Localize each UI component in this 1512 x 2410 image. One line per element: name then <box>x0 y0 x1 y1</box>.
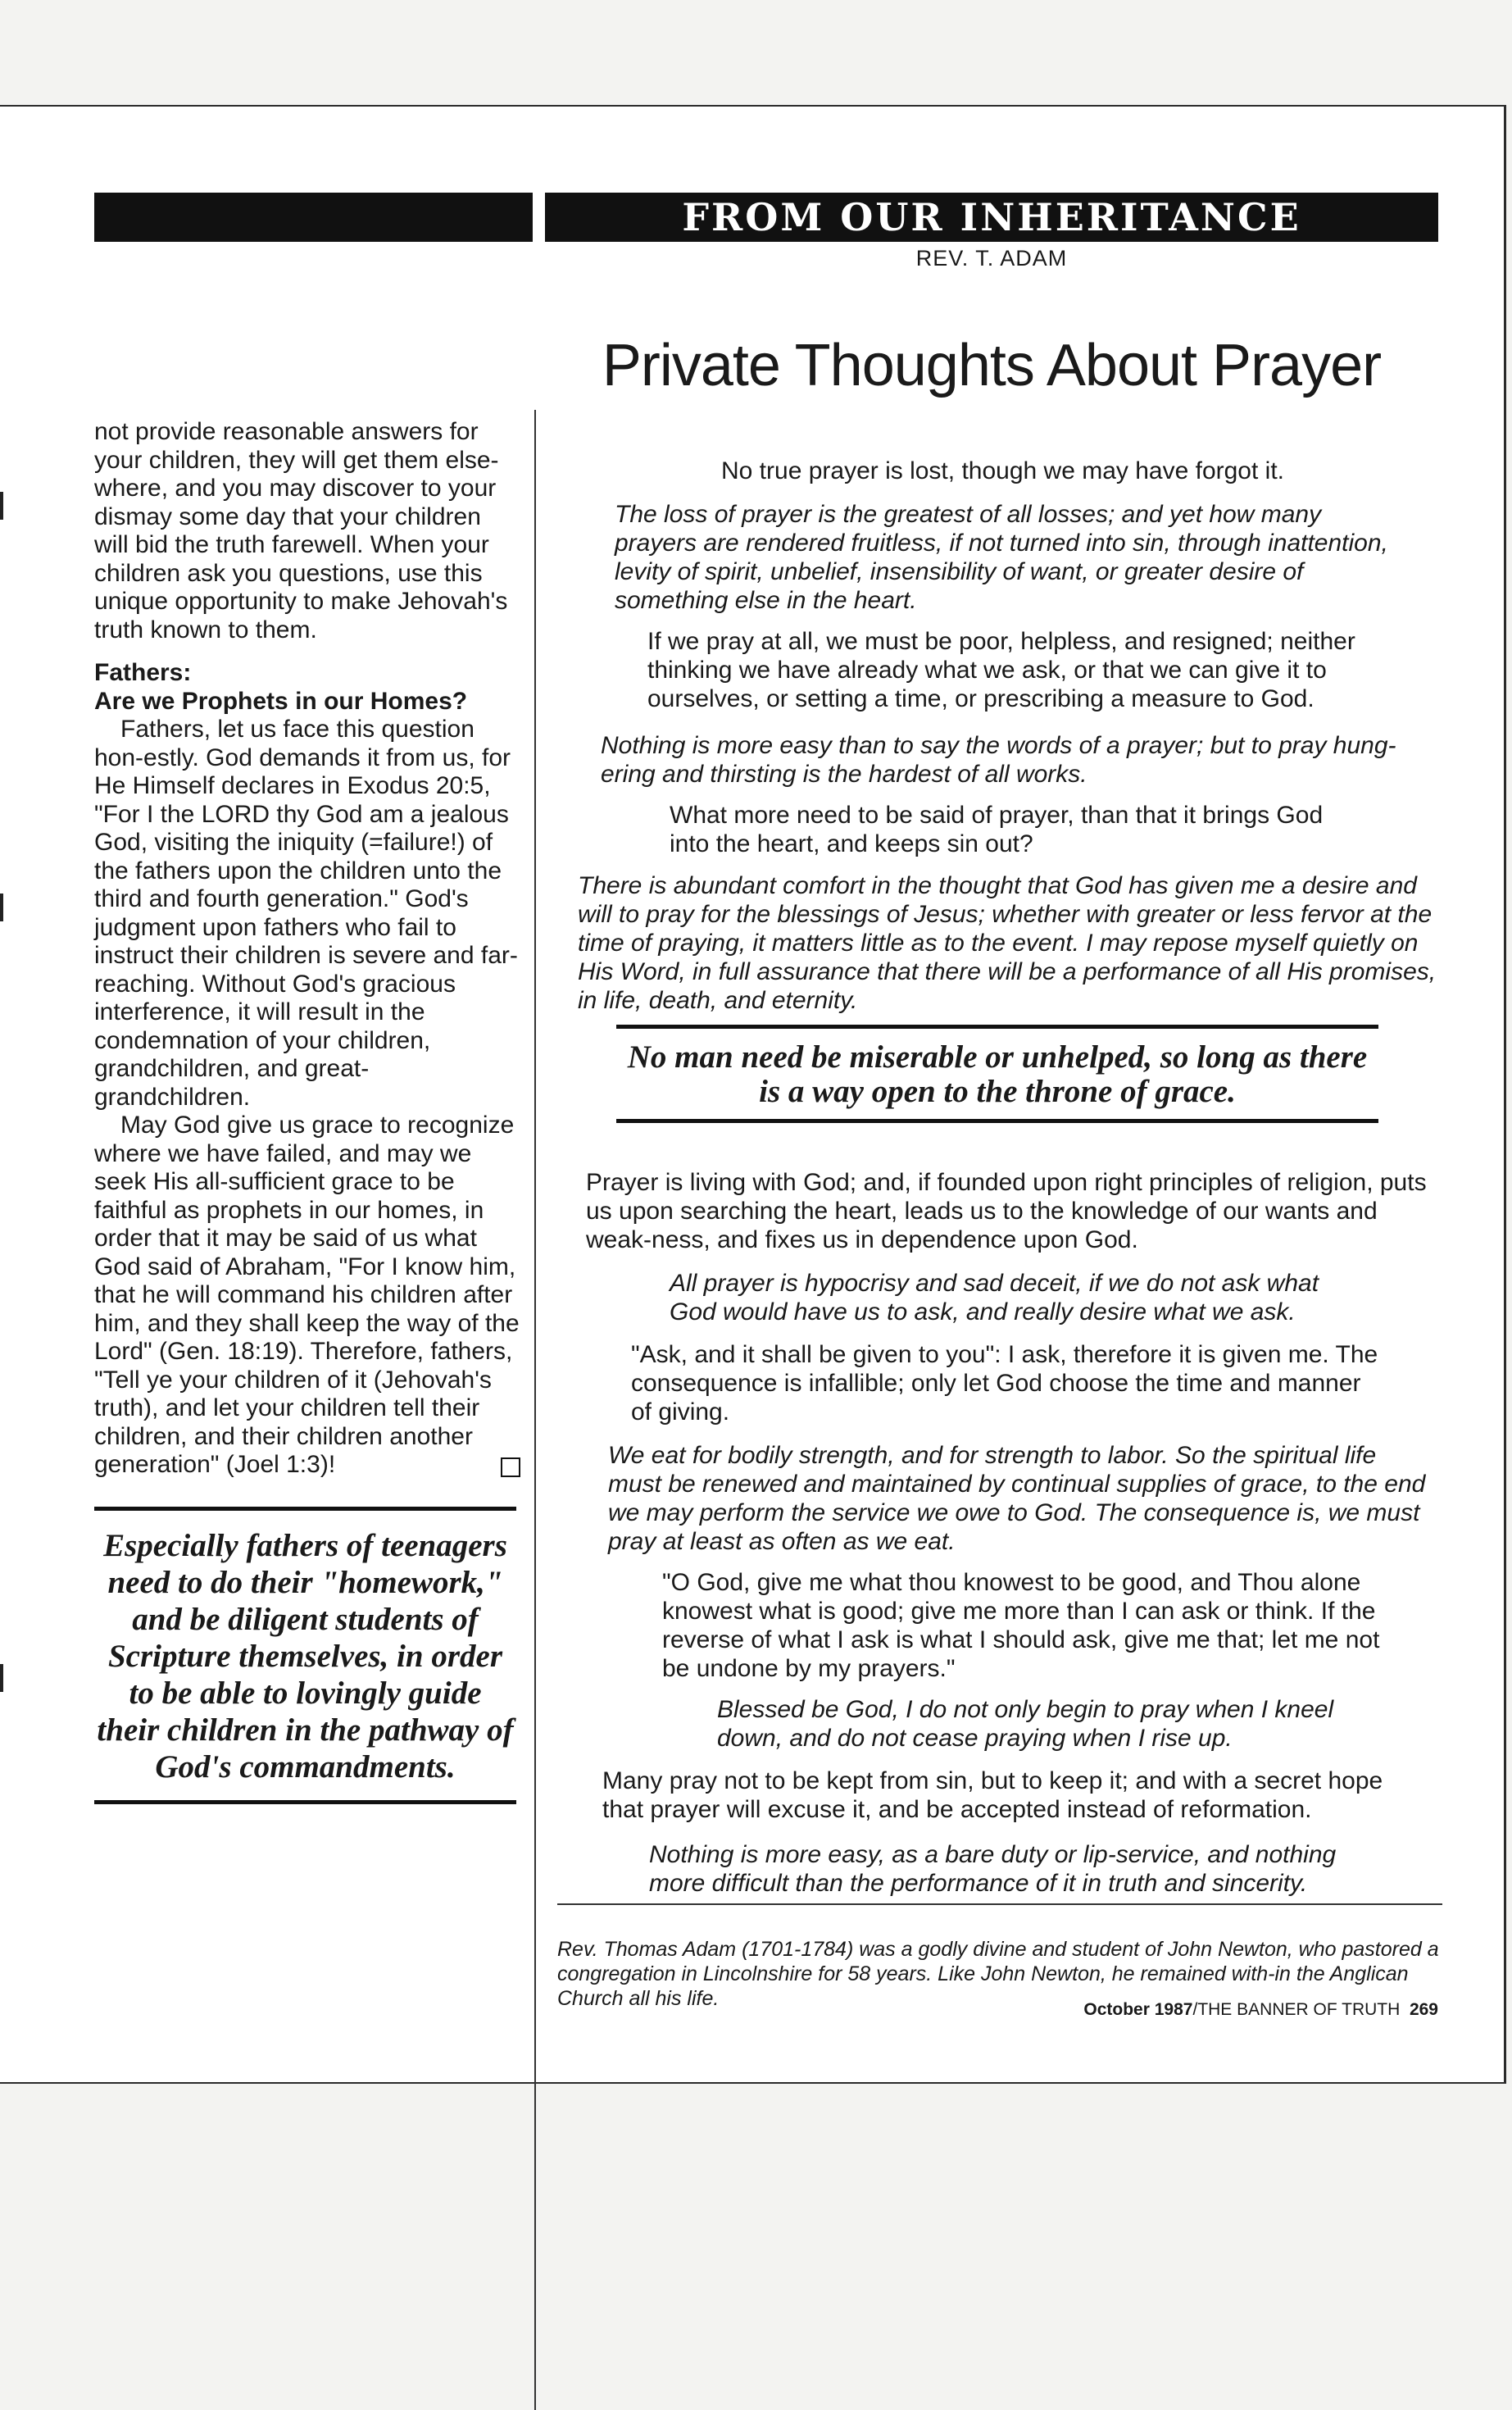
magazine-name: THE BANNER OF TRUTH <box>1197 2000 1401 2019</box>
prayer-thought: Prayer is living with God; and, if founded upon right principles of religion, puts us upon searching the heart, leads us to the knowledge of our wants and weak-ness, and fixes us in dependence upon God. <box>586 1169 1427 1253</box>
prayer-thought: Nothing is more easy, as a bare duty or lip-service, and nothing more difficult than the performance of it in truth and sincerity. <box>649 1841 1337 1897</box>
author-name: REV. T. ADAM <box>915 246 1068 271</box>
prayer-thought: We eat for bodily strength, and for strength to labor. So the spiritual life must be renewed and maintained by continual supplies of grace, to the end we may perform the service we owe to God. The consequence is, we must pray at least as often as we eat. <box>608 1442 1426 1555</box>
edge-mark <box>0 1664 3 1692</box>
author-bio: Rev. Thomas Adam (1701-1784) was a godly divine and student of John Newton, who pastored a congregation in Lincolnshire for 58 years. Like John Newton, he remained with-in the Anglican Church all his life. <box>557 1938 1439 2010</box>
prayer-thought: No true prayer is lost, though we may have forgot it. <box>721 457 1284 484</box>
left-paragraph: Fathers, let us face this question hon-estly. God demands it from us, for He Himself declares in Exodus 20:5, "For I the LORD thy God am a jealous God, visiting the iniquity (=failure!) of the fathers upon the children unto the third and fourth generation." God's judgment upon fathers who fail to instruct their children is severe and far-reaching. Without God's gracious interference, it will result in the condemnation of your children, grandchildren, and great-grandchildren. <box>94 716 518 1111</box>
end-of-article-icon <box>501 1457 520 1477</box>
prayer-thought: What more need to be said of prayer, than that it brings God into the heart, and keeps sin out? <box>670 802 1324 857</box>
prayer-thought: "O God, give me what thou knowest to be good, and Thou alone knowest what is good; give me more than I can ask or think. If the reverse of what I ask is what I should ask, give me that; let me not be undone by my prayers." <box>662 1569 1380 1682</box>
prayer-thought: If we pray at all, we must be poor, helpless, and resigned; neither thinking we have already what we ask, or that we can give it to ourselves, or setting a time, or prescribing a measure to God. <box>647 628 1355 712</box>
prayer-thought: Blessed be God, I do not only begin to pray when I kneel down, and do not cease praying when I rise up. <box>717 1696 1334 1752</box>
left-column <box>94 418 520 1480</box>
prayer-thought: The loss of prayer is the greatest of all losses; and yet how many prayers are rendered fruitless, if not turned into sin, through inattention, levity of spirit, unbelief, insensibility of want, or greater desire of something else in the heart. <box>615 501 1388 614</box>
prayer-thought: All prayer is hypocrisy and sad deceit, if we do not ask what God would have us to ask, and really desire what we ask. <box>670 1270 1319 1326</box>
prayer-thought: There is abundant comfort in the thought that God has given me a desire and will to pray for the blessings of Jesus; whether with greater or less fervor at the time of praying, it matters little as to the event. I may repose myself quietly on His Word, in full assurance that there will be a performance of all His promises, in life, death, and eternity. <box>578 872 1437 1014</box>
footnote-rule <box>557 1903 1442 1905</box>
page-footer <box>885 2000 1438 2020</box>
left-paragraph: not provide reasonable answers for your children, they will get them else-where, and you may discover to your dismay some day that your children will bid the truth farewell. When your children ask you questions, use this unique opportunity to make Jehovah's truth known to them. <box>94 418 508 643</box>
header-bar-left <box>94 193 533 242</box>
footer-separator: / <box>1192 2000 1198 2019</box>
article-title: Private Thoughts About Prayer <box>602 333 1382 398</box>
issue-date: October 1987 <box>1083 2000 1193 2019</box>
heading-line-2: Are we Prophets in our Homes? <box>94 687 468 715</box>
left-paragraph-text: May God give us grace to recognize where we have failed, and may we seek His all-sufficient grace to be faithful as prophets in our homes, in order that it may be said of us what God said of Abraham, "For I know him, that he will command his children after him, and they shall keep the way of the Lord" (Gen. 18:19). Therefore, fathers, "Tell ye your children of it (Jehovah's truth), and let your children tell their children, and their children another generation" (Joel 1:3)! <box>94 1112 520 1478</box>
edge-mark <box>0 492 3 520</box>
left-paragraph <box>94 1112 520 1480</box>
edge-mark <box>0 894 3 921</box>
prayer-thought: Many pray not to be kept from sin, but to keep it; and with a secret hope that prayer will excuse it, and be accepted instead of reformation. <box>602 1767 1383 1823</box>
pull-quote-right: No man need be miserable or unhelped, so long as there is a way open to the throne of grace. <box>616 1025 1378 1123</box>
page-number: 269 <box>1409 2000 1438 2019</box>
prayer-thought: "Ask, and it shall be given to you": I ask, therefore it is given me. The consequence is infallible; only let God choose the time and manner of giving. <box>631 1341 1378 1426</box>
column-divider <box>534 410 536 2410</box>
pull-quote-left: Especially fathers of teenagers need to do their "homework," and be diligent students of Scripture themselves, in order to be able to lovingly guide their children in the pathway of God's commandments. <box>94 1507 516 1804</box>
section-heading <box>94 659 520 716</box>
heading-line-1: Fathers: <box>94 659 192 686</box>
section-banner: FROM OUR INHERITANCE <box>545 193 1438 242</box>
prayer-thought: Nothing is more easy than to say the words of a prayer; but to pray hung-ering and thirsting is the hardest of all works. <box>601 732 1396 788</box>
